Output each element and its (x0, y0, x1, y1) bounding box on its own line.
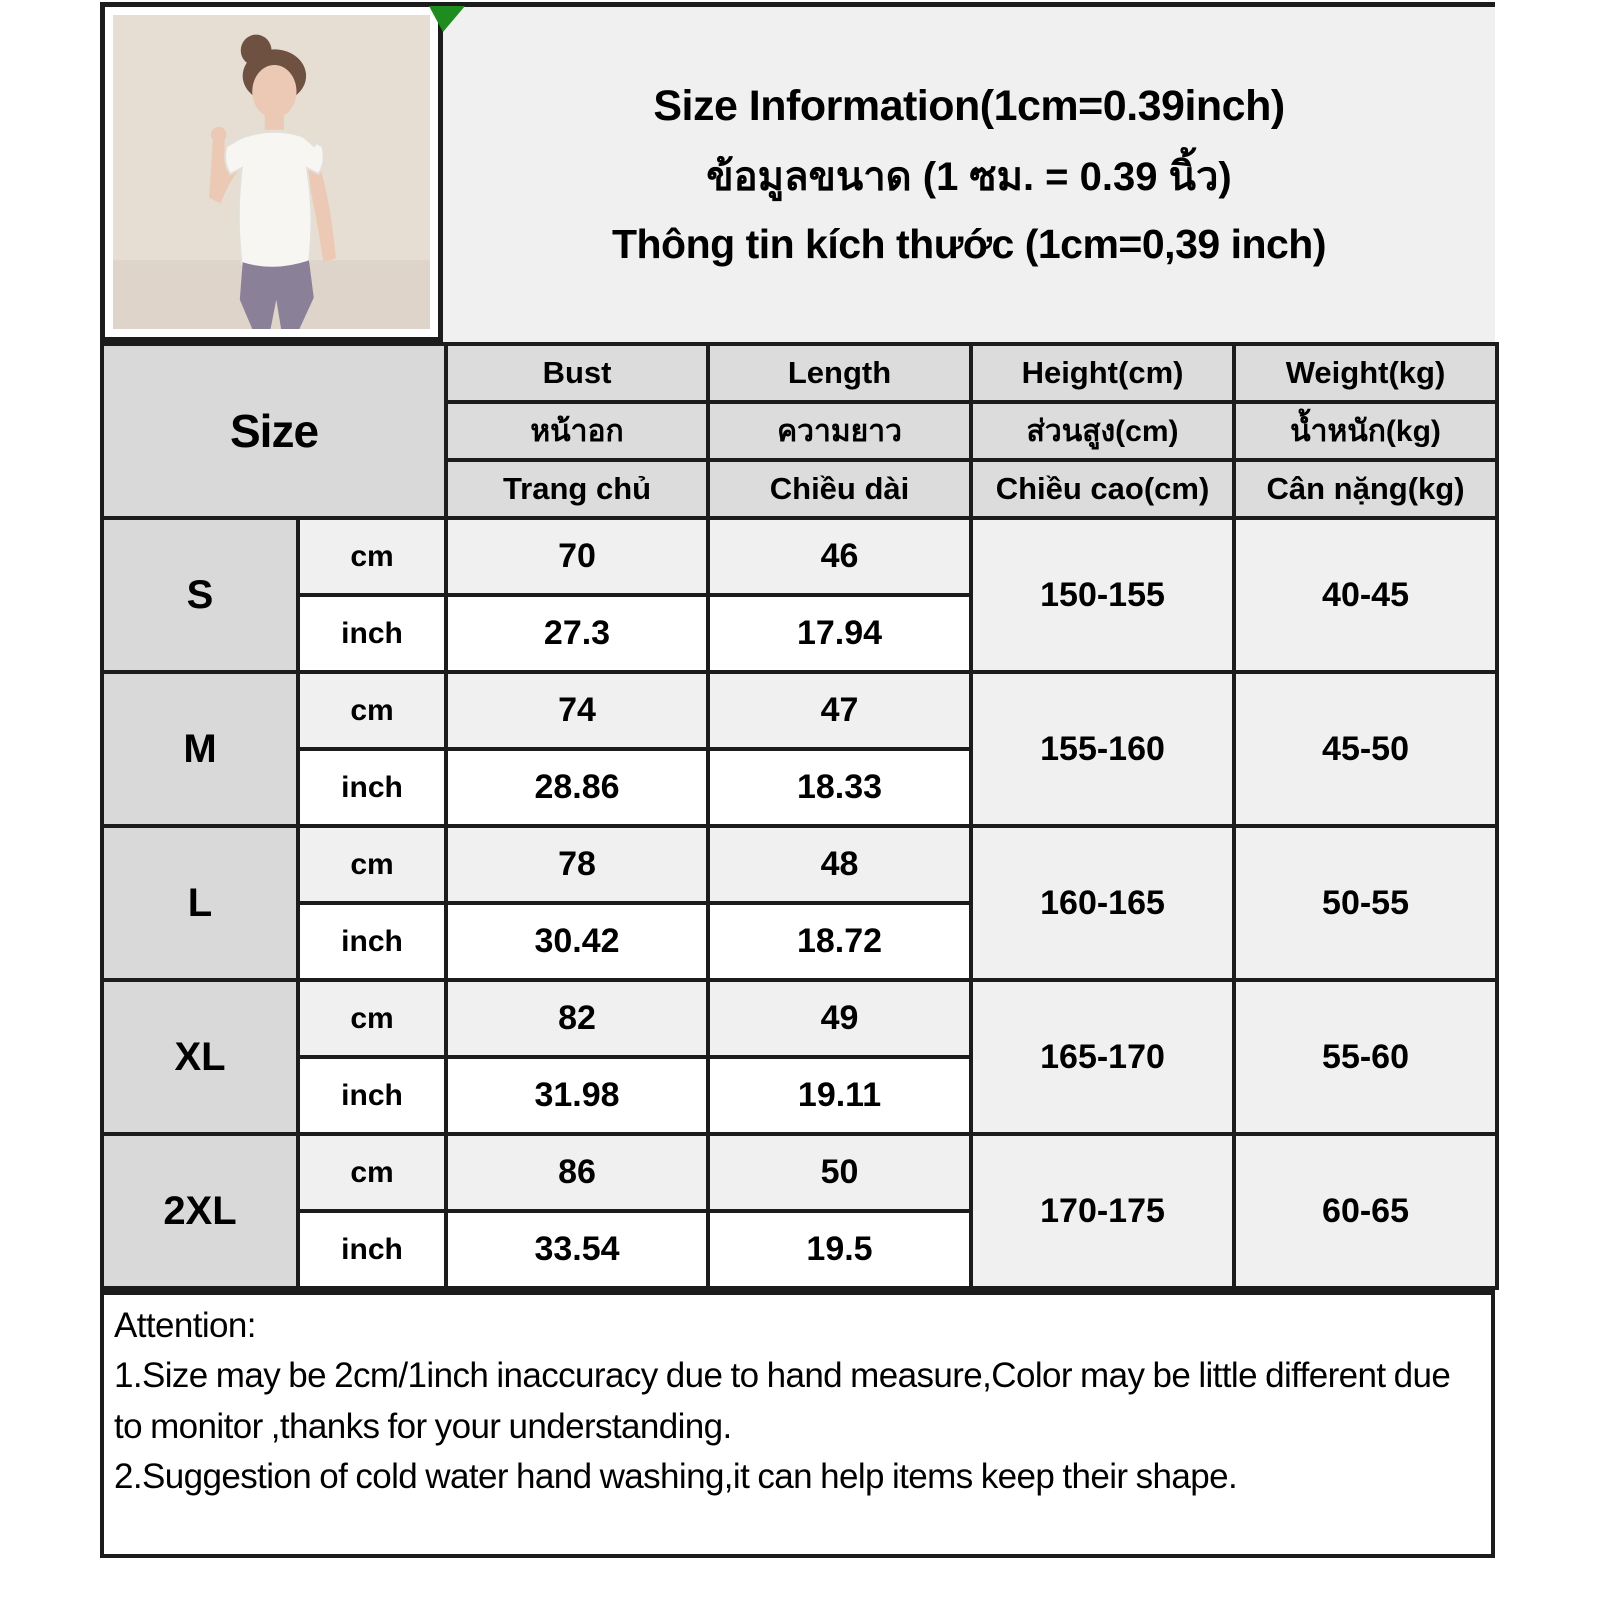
weight-header-th: น้ำหนัก(kg) (1234, 402, 1497, 460)
length-header-vi: Chiều dài (708, 460, 971, 518)
height-range-2xl: 170-175 (971, 1134, 1234, 1288)
length-cm-l: 48 (708, 826, 971, 903)
content-area (100, 2, 1495, 1558)
bust-inch-2xl: 33.54 (446, 1211, 708, 1288)
header-row-english (102, 344, 1497, 402)
table-row-s-cm (102, 518, 1497, 595)
length-inch-m: 18.33 (708, 749, 971, 826)
weight-range-l: 50-55 (1234, 826, 1497, 980)
green-corner-icon (429, 6, 465, 32)
length-cm-s: 46 (708, 518, 971, 595)
size-label-l: L (102, 826, 298, 980)
height-header-vi: Chiều cao(cm) (971, 460, 1234, 518)
size-header-cell: Size (102, 344, 446, 518)
model-face (252, 65, 296, 118)
bust-header-en: Bust (446, 344, 708, 402)
unit-inch-cell: inch (298, 749, 446, 826)
bust-cm-l: 78 (446, 826, 708, 903)
table-row-l-cm (102, 826, 1497, 903)
title-vietnamese: Thông tin kích thước (1cm=0,39 inch) (611, 220, 1327, 267)
table-row-xl-cm (102, 980, 1497, 1057)
height-range-m: 155-160 (971, 672, 1234, 826)
weight-range-2xl: 60-65 (1234, 1134, 1497, 1288)
size-label-s: S (102, 518, 298, 672)
size-table (100, 342, 1499, 1290)
unit-cm-cell: cm (298, 1134, 446, 1211)
weight-range-xl: 55-60 (1234, 980, 1497, 1134)
length-cm-m: 47 (708, 672, 971, 749)
length-cm-xl: 49 (708, 980, 971, 1057)
bust-cm-s: 70 (446, 518, 708, 595)
bust-inch-s: 27.3 (446, 595, 708, 672)
weight-range-m: 45-50 (1234, 672, 1497, 826)
length-inch-xl: 19.11 (708, 1057, 971, 1134)
unit-cm-cell: cm (298, 672, 446, 749)
table-row-2xl-cm (102, 1134, 1497, 1211)
unit-cm-cell: cm (298, 826, 446, 903)
length-inch-s: 17.94 (708, 595, 971, 672)
title-thai: ข้อมูลขนาด (1 ซม. = 0.39 นิ้ว) (706, 154, 1232, 199)
bust-header-vi: Trang chủ (446, 460, 708, 518)
bust-inch-m: 28.86 (446, 749, 708, 826)
unit-inch-cell: inch (298, 1057, 446, 1134)
top-section (100, 2, 1495, 342)
bust-inch-xl: 31.98 (446, 1057, 708, 1134)
table-row-m-cm (102, 672, 1497, 749)
title-box (443, 2, 1495, 342)
length-inch-l: 18.72 (708, 903, 971, 980)
attention-item-1: 1.Size may be 2cm/1inch inaccuracy due to hand measure,Color may be little different due to monitor ,thanks for your understanding. (114, 1356, 1451, 1446)
unit-inch-cell: inch (298, 595, 446, 672)
attention-box (100, 1290, 1495, 1558)
length-inch-2xl: 19.5 (708, 1211, 971, 1288)
bust-cm-2xl: 86 (446, 1134, 708, 1211)
size-label-2xl: 2XL (102, 1134, 298, 1288)
unit-cm-cell: cm (298, 980, 446, 1057)
length-header-th: ความยาว (708, 402, 971, 460)
title-english: Size Information(1cm=0.39inch) (653, 81, 1285, 130)
weight-range-s: 40-45 (1234, 518, 1497, 672)
length-cm-2xl: 50 (708, 1134, 971, 1211)
attention-item-2: 2.Suggestion of cold water hand washing,it can help items keep their shape. (114, 1457, 1238, 1497)
weight-header-vi: Cân nặng(kg) (1234, 460, 1497, 518)
product-photo (113, 15, 430, 329)
height-header-th: ส่วนสูง(cm) (971, 402, 1234, 460)
length-header-en: Length (708, 344, 971, 402)
unit-inch-cell: inch (298, 1211, 446, 1288)
weight-header-en: Weight(kg) (1234, 344, 1497, 402)
size-label-xl: XL (102, 980, 298, 1134)
bust-inch-l: 30.42 (446, 903, 708, 980)
bust-header-th: หน้าอก (446, 402, 708, 460)
height-range-xl: 165-170 (971, 980, 1234, 1134)
height-header-en: Height(cm) (971, 344, 1234, 402)
bust-cm-xl: 82 (446, 980, 708, 1057)
bust-cm-m: 74 (446, 672, 708, 749)
size-label-m: M (102, 672, 298, 826)
attention-heading: Attention: (114, 1306, 256, 1345)
height-range-s: 150-155 (971, 518, 1234, 672)
height-range-l: 160-165 (971, 826, 1234, 980)
product-photo-frame (100, 2, 443, 342)
white-tshirt (225, 132, 324, 268)
unit-cm-cell: cm (298, 518, 446, 595)
unit-inch-cell: inch (298, 903, 446, 980)
